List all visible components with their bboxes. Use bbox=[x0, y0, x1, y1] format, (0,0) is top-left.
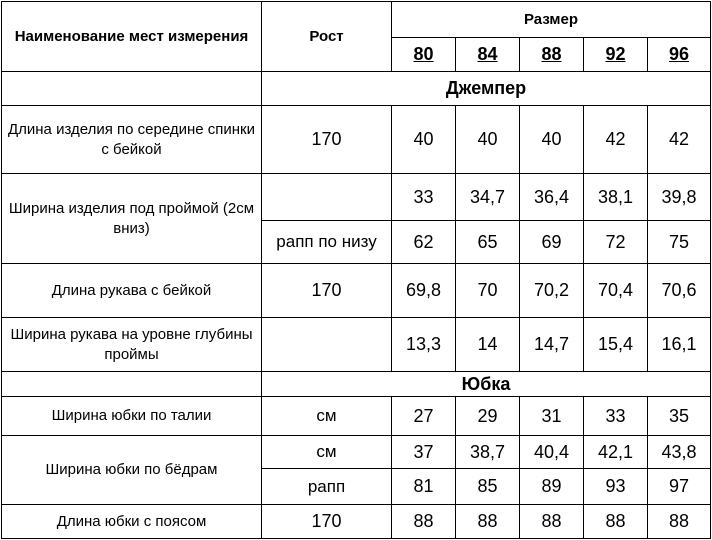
value-cell: 40,4 bbox=[520, 436, 584, 469]
value-cell: 88 bbox=[456, 505, 520, 539]
empty-cell bbox=[2, 72, 262, 106]
size-header: 92 bbox=[584, 38, 648, 72]
value-cell: 81 bbox=[392, 469, 456, 505]
section-title-skirt: Юбка bbox=[262, 372, 711, 397]
table-row bbox=[2, 397, 711, 436]
height-cell: см bbox=[262, 397, 392, 436]
section-title-jumper: Джемпер bbox=[262, 72, 711, 106]
value-cell: 42 bbox=[648, 106, 711, 174]
value-cell: 38,7 bbox=[456, 436, 520, 469]
value-cell: 88 bbox=[584, 505, 648, 539]
table-row bbox=[2, 174, 711, 221]
empty-cell bbox=[2, 372, 262, 397]
value-cell: 93 bbox=[584, 469, 648, 505]
value-cell: 72 bbox=[584, 221, 648, 264]
measurement-column-header: Наименование мест измерения bbox=[2, 2, 262, 72]
value-cell: 14 bbox=[456, 318, 520, 372]
value-cell: 42,1 bbox=[584, 436, 648, 469]
value-cell: 89 bbox=[520, 469, 584, 505]
measurement-label: Длина юбки с поясом bbox=[2, 505, 262, 539]
value-cell: 37 bbox=[392, 436, 456, 469]
value-cell: 31 bbox=[520, 397, 584, 436]
size-chart-table bbox=[1, 1, 711, 539]
value-cell: 88 bbox=[520, 505, 584, 539]
value-cell: 42 bbox=[584, 106, 648, 174]
height-cell: рапп по низу bbox=[262, 221, 392, 264]
section-row-skirt bbox=[2, 372, 711, 397]
value-cell: 40 bbox=[456, 106, 520, 174]
value-cell: 38,1 bbox=[584, 174, 648, 221]
value-cell: 69 bbox=[520, 221, 584, 264]
measurement-label: Ширина юбки по бёдрам bbox=[2, 436, 262, 505]
height-cell: 170 bbox=[262, 106, 392, 174]
height-cell: 170 bbox=[262, 264, 392, 318]
table-row bbox=[2, 318, 711, 372]
value-cell: 75 bbox=[648, 221, 711, 264]
value-cell: 62 bbox=[392, 221, 456, 264]
measurement-label: Длина рукава с бейкой bbox=[2, 264, 262, 318]
height-column-header: Рост bbox=[262, 2, 392, 72]
value-cell: 88 bbox=[648, 505, 711, 539]
height-cell: 170 bbox=[262, 505, 392, 539]
value-cell: 65 bbox=[456, 221, 520, 264]
size-header: 88 bbox=[520, 38, 584, 72]
value-cell: 39,8 bbox=[648, 174, 711, 221]
value-cell: 43,8 bbox=[648, 436, 711, 469]
table-row bbox=[2, 505, 711, 539]
value-cell: 97 bbox=[648, 469, 711, 505]
table-row bbox=[2, 264, 711, 318]
header-row bbox=[2, 2, 711, 38]
size-header: 96 bbox=[648, 38, 711, 72]
value-cell: 34,7 bbox=[456, 174, 520, 221]
table-row bbox=[2, 106, 711, 174]
value-cell: 40 bbox=[520, 106, 584, 174]
measurement-label: Длина изделия по середине спинки с бейкой bbox=[2, 106, 262, 174]
size-header: 80 bbox=[392, 38, 456, 72]
measurement-label: Ширина изделия под проймой (2см вниз) bbox=[2, 174, 262, 264]
value-cell: 35 bbox=[648, 397, 711, 436]
height-cell: см bbox=[262, 436, 392, 469]
size-header: 84 bbox=[456, 38, 520, 72]
section-row-jumper bbox=[2, 72, 711, 106]
value-cell: 85 bbox=[456, 469, 520, 505]
value-cell: 70,6 bbox=[648, 264, 711, 318]
value-cell: 69,8 bbox=[392, 264, 456, 318]
value-cell: 13,3 bbox=[392, 318, 456, 372]
value-cell: 70,4 bbox=[584, 264, 648, 318]
value-cell: 88 bbox=[392, 505, 456, 539]
value-cell: 36,4 bbox=[520, 174, 584, 221]
value-cell: 40 bbox=[392, 106, 456, 174]
value-cell: 16,1 bbox=[648, 318, 711, 372]
value-cell: 33 bbox=[392, 174, 456, 221]
measurement-label: Ширина юбки по талии bbox=[2, 397, 262, 436]
size-group-header: Размер bbox=[392, 2, 711, 38]
value-cell: 70 bbox=[456, 264, 520, 318]
height-cell bbox=[262, 318, 392, 372]
measurement-label: Ширина рукава на уровне глубины проймы bbox=[2, 318, 262, 372]
value-cell: 70,2 bbox=[520, 264, 584, 318]
value-cell: 27 bbox=[392, 397, 456, 436]
table-row bbox=[2, 436, 711, 469]
value-cell: 14,7 bbox=[520, 318, 584, 372]
value-cell: 33 bbox=[584, 397, 648, 436]
value-cell: 29 bbox=[456, 397, 520, 436]
value-cell: 15,4 bbox=[584, 318, 648, 372]
height-cell: рапп bbox=[262, 469, 392, 505]
height-cell bbox=[262, 174, 392, 221]
